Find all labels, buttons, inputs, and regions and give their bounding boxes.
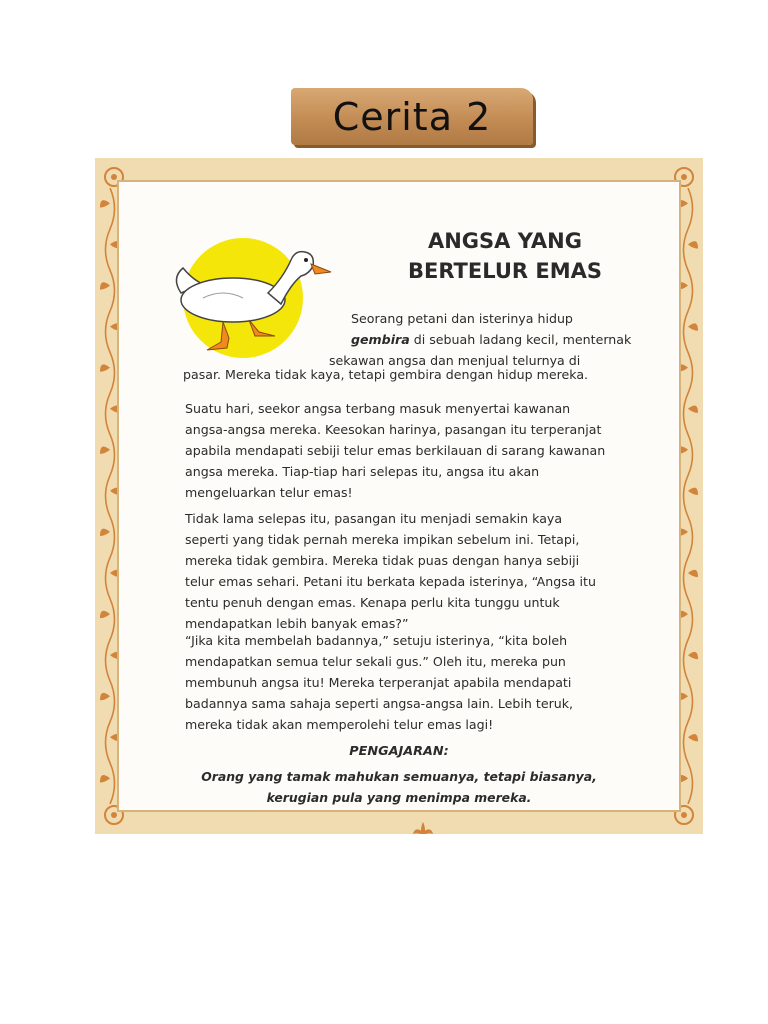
text-line: membunuh angsa itu! Mereka terperanjat apabila mendapati xyxy=(185,675,572,690)
text-line: apabila mendapati sebiji telur emas berkilauan di sarang kawanan xyxy=(185,443,606,458)
story-paragraph xyxy=(185,508,596,634)
vine-leaf-icon xyxy=(688,405,698,412)
moral-line: kerugian pula yang menimpa mereka. xyxy=(266,790,532,805)
story-title-line: ANGSA YANG xyxy=(427,229,582,253)
text-fragment: di sebuah ladang kecil, menternak xyxy=(409,332,632,347)
moral-heading: PENGAJARAN: xyxy=(349,744,449,759)
vine-leaf-icon xyxy=(688,241,698,248)
goose-illustration xyxy=(163,238,343,368)
text-line: telur emas sehari. Petani itu berkata kepada isterinya, “Angsa itu xyxy=(185,574,596,589)
intro-paragraph xyxy=(329,308,632,371)
text-line: mengeluarkan telur emas! xyxy=(185,485,353,500)
story-title-line: BERTELUR EMAS xyxy=(407,259,603,283)
story-page xyxy=(95,158,703,834)
text-line: pasar. Mereka tidak kaya, tetapi gembira dengan hidup mereka. xyxy=(183,367,589,382)
text-line: mendapatkan lebih banyak emas?” xyxy=(185,616,409,631)
text-line: Seorang petani dan isterinya hidup xyxy=(351,311,573,326)
vine-leaf-icon xyxy=(100,611,110,618)
text-line: “Jika kita membelah badannya,” setuju isterinya, “kita boleh xyxy=(185,633,568,648)
text-line: seperti yang tidak pernah mereka impikan sebelum ini. Tetapi, xyxy=(185,532,580,547)
vine-leaf-icon xyxy=(100,364,110,371)
vine-leaf-icon xyxy=(100,447,110,454)
moral-line: Orang yang tamak mahukan semuanya, tetapi biasanya, xyxy=(201,769,597,784)
text-line: tentu penuh dengan emas. Kenapa perlu kita tunggu untuk xyxy=(185,595,560,610)
moral-text xyxy=(119,766,679,808)
text-line: angsa-angsa mereka. Keesokan harinya, pasangan itu terperanjat xyxy=(185,422,602,437)
vine-leaf-icon xyxy=(100,775,110,782)
emphasis-word: gembira xyxy=(351,332,410,347)
vine-leaf-icon xyxy=(688,570,698,577)
text-line: angsa mereka. Tiap-tiap hari selepas itu, angsa itu akan xyxy=(185,464,540,479)
title-plaque xyxy=(291,88,533,145)
text-line: Tidak lama selepas itu, pasangan itu menjadi semakin kaya xyxy=(185,511,563,526)
text-line xyxy=(351,329,631,350)
text-line: mendapatkan semua telur sekali gus.” Oleh itu, mereka pun xyxy=(185,654,566,669)
text-line: mereka tidak gembira. Mereka tidak puas dengan hanya sebiji xyxy=(185,553,580,568)
vine-leaf-icon xyxy=(688,488,698,495)
story-paragraph xyxy=(185,630,573,735)
vine-leaf-icon xyxy=(688,652,698,659)
vine-leaf-icon xyxy=(100,693,110,700)
story-paragraph xyxy=(185,398,605,503)
vine-leaf-icon xyxy=(100,529,110,536)
vine-leaf-icon xyxy=(688,734,698,741)
text-line: sekawan angsa dan menjual telurnya di xyxy=(329,353,581,368)
story-title xyxy=(385,226,625,286)
text-line: badannya sama sahaja seperti angsa-angsa lain. Lebih teruk, xyxy=(185,696,574,711)
text-line: Suatu hari, seekor angsa terbang masuk menyertai kawanan xyxy=(185,401,571,416)
page-title: Cerita 2 xyxy=(332,94,492,139)
vine-leaf-icon xyxy=(688,323,698,330)
story-content xyxy=(117,180,681,812)
vine-leaf-icon xyxy=(100,282,110,289)
text-line: mereka tidak akan memperolehi telur emas lagi! xyxy=(185,717,494,732)
intro-paragraph-tail xyxy=(183,364,588,385)
fleur-ornament-icon xyxy=(411,820,435,834)
vine-leaf-icon xyxy=(100,200,110,207)
